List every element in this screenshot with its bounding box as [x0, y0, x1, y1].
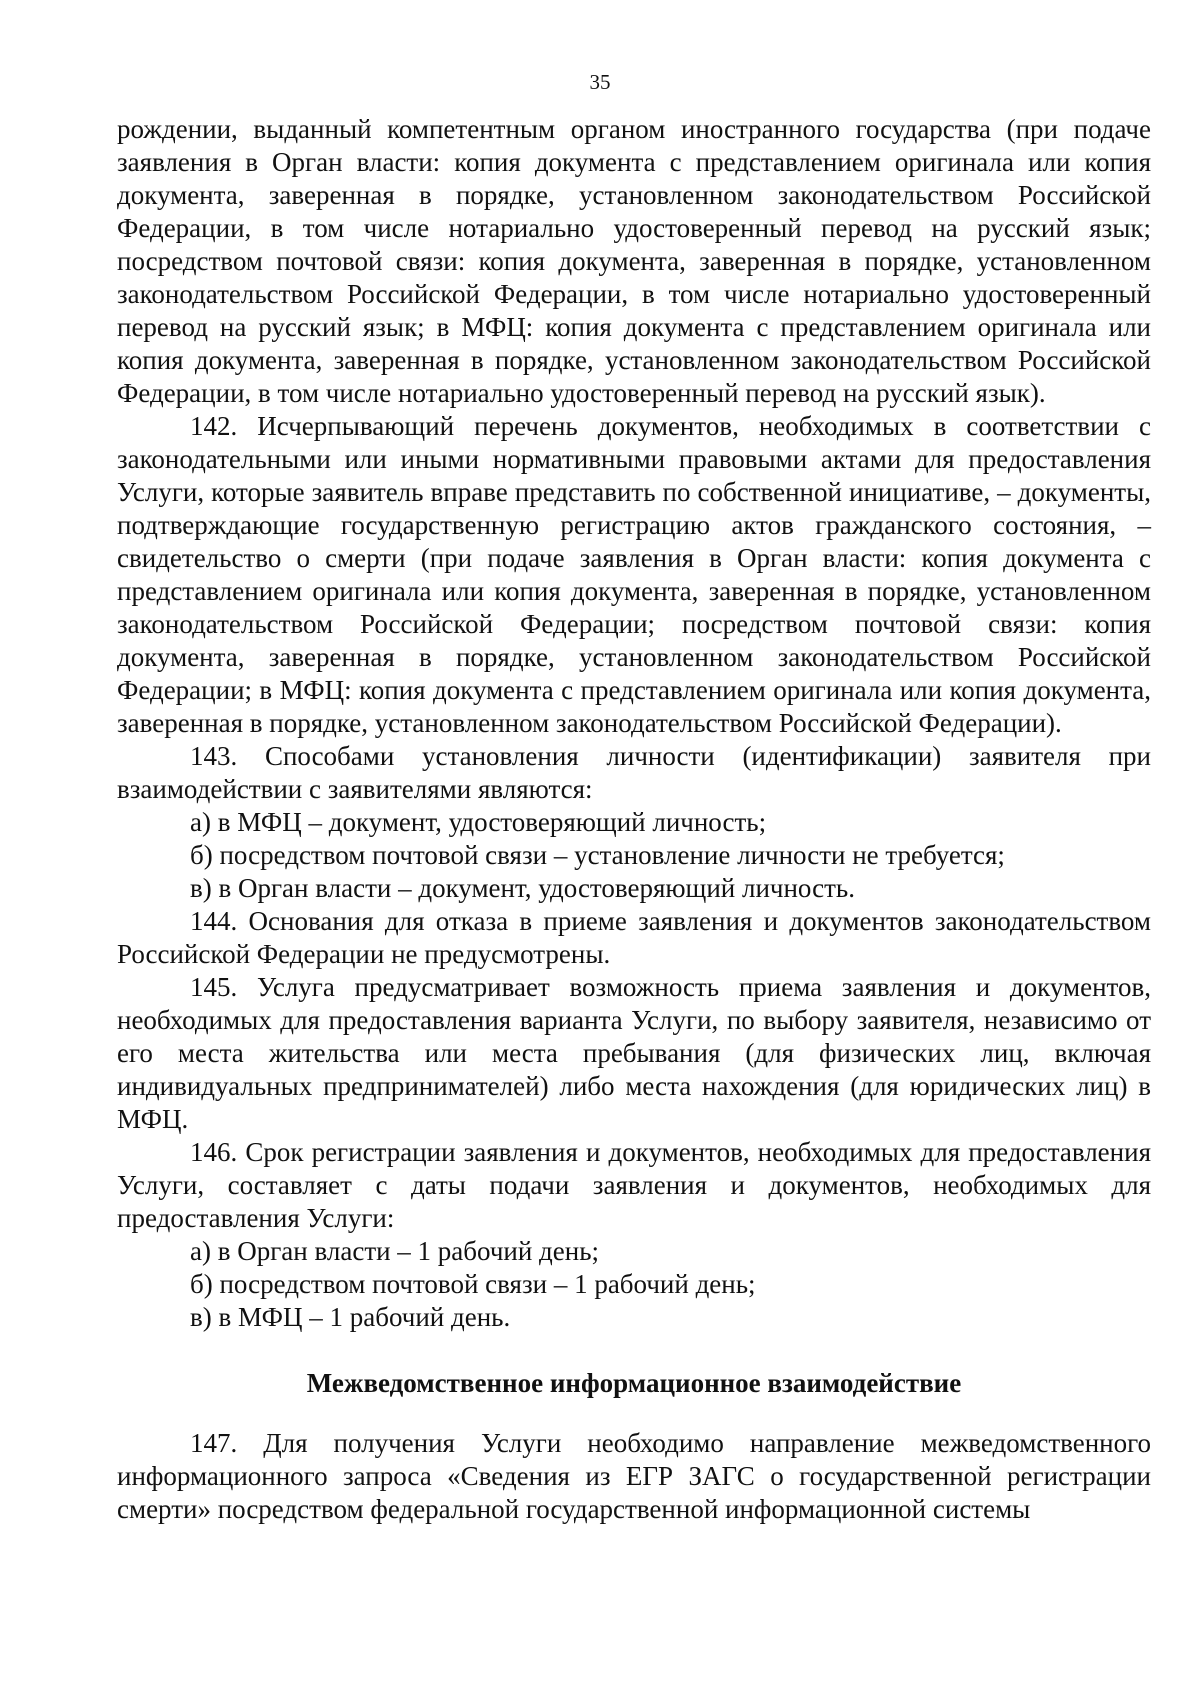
- list-item: а) в МФЦ – документ, удостоверяющий личность;: [190, 807, 767, 837]
- paragraph-146: 146. Срок регистрации заявления и документов, необходимых для предоставления Услуги, составляет с даты подачи заявления и документов, необходимых для предоставления Услуги:: [117, 1137, 1151, 1233]
- list-item: б) посредством почтовой связи – установление личности не требуется;: [190, 840, 1005, 870]
- list-item: а) в Орган власти – 1 рабочий день;: [190, 1236, 600, 1266]
- list-item: б) посредством почтовой связи – 1 рабочий день;: [190, 1269, 756, 1299]
- paragraph-145: 145. Услуга предусматривает возможность приема заявления и документов, необходимых для предоставления варианта Услуги, по выбору заявителя, независимо от его места жительства или места пребывания (для физических лиц, включая индивидуальных предпринимателей) либо места нахождения (для юридических лиц) в МФЦ.: [117, 972, 1151, 1134]
- paragraph-143: 143. Способами установления личности (идентификации) заявителя при взаимодействии с заявителями являются:: [117, 741, 1151, 804]
- section-heading: Межведомственное информационное взаимодействие: [306, 1368, 962, 1398]
- paragraph-144: 144. Основания для отказа в приеме заявления и документов законодательством Российской Федерации не предусмотрены.: [117, 906, 1151, 969]
- list-item: в) в МФЦ – 1 рабочий день.: [190, 1302, 511, 1332]
- list-item: в) в Орган власти – документ, удостоверяющий личность.: [190, 873, 855, 903]
- paragraph-147: 147. Для получения Услуги необходимо направление межведомственного информационного запроса «Сведения из ЕГР ЗАГС о государственной регистрации смерти» посредством федеральной государственной информационной системы: [117, 1428, 1151, 1524]
- page-number: 35: [589, 70, 611, 94]
- paragraph-continuation: рождении, выданный компетентным органом иностранного государства (при подаче заявления в Орган власти: копия документа с представлением оригинала или копия документа, заверенная в порядке, установленном законодательством Российской Федерации, в том числе нотариально удостоверенный перевод на русский язык; посредством почтовой связи: копия документа, заверенная в порядке, установленном законодательством Российской Федерации, в том числе нотариально удостоверенный перевод на русский язык; в МФЦ: копия документа с представлением оригинала или копия документа, заверенная в порядке, установленном законодательством Российской Федерации, в том числе нотариально удостоверенный перевод на русский язык).: [117, 114, 1151, 408]
- document-body: [117, 113, 1151, 1526]
- paragraph-142: 142. Исчерпывающий перечень документов, необходимых в соответствии с законодательными или иными нормативными правовыми актами для предоставления Услуги, которые заявитель вправе представить по собственной инициативе, – документы, подтверждающие государственную регистрацию актов гражданского состояния, – свидетельство о смерти (при подаче заявления в Орган власти: копия документа с представлением оригинала или копия документа, заверенная в порядке, установленном законодательством Российской Федерации; посредством почтовой связи: копия документа, заверенная в порядке, установленном законодательством Российской Федерации; в МФЦ: копия документа с представлением оригинала или копия документа, заверенная в порядке, установленном законодательством Российской Федерации).: [117, 411, 1151, 738]
